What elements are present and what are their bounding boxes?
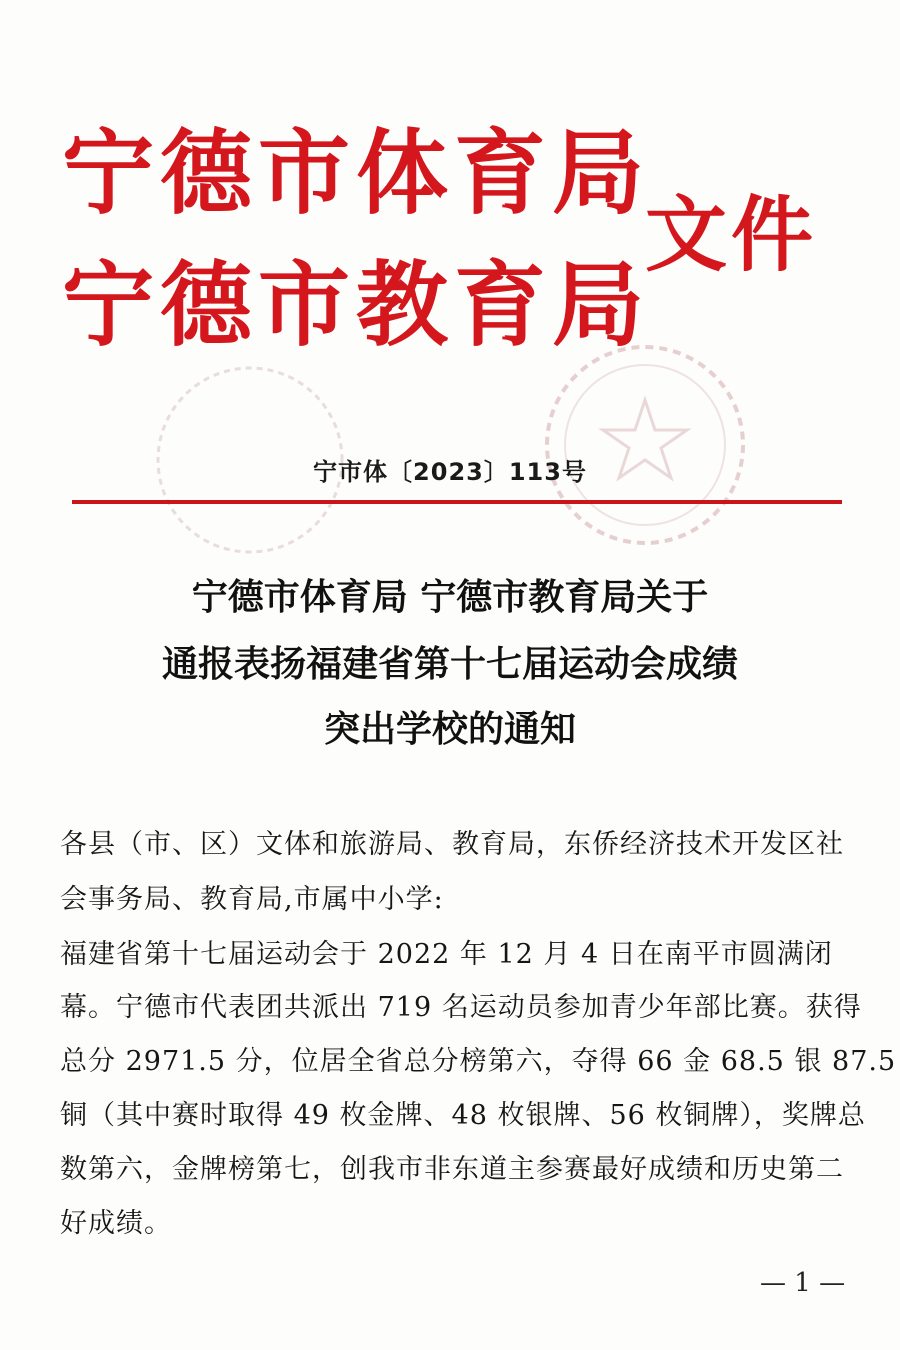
body-line: 铜（其中赛时取得 49 枚金牌、48 枚银牌、56 枚铜牌），奖牌总	[60, 1100, 866, 1131]
body-line: 好成绩。	[60, 1208, 172, 1239]
body-line: 会事务局、教育局,市属中小学:	[60, 884, 444, 915]
body-line: 总分 2971.5 分，位居全省总分榜第六，夺得 66 金 68.5 银 87.5	[60, 1046, 897, 1077]
issuer-name-education-bureau: 宁德市教育局	[62, 251, 651, 359]
body-line: 各县（市、区）文体和旅游局、教育局，东侨经济技术开发区社	[60, 829, 844, 860]
page-number: — 1 —	[760, 1268, 846, 1298]
issuer-name-sports-bureau: 宁德市体育局	[62, 119, 651, 227]
notice-title-line-3: 突出学校的通知	[323, 708, 576, 750]
notice-title-line-2: 通报表扬福建省第十七届运动会成绩	[161, 643, 738, 685]
faint-seal-right	[540, 340, 750, 550]
document-type-label: 文件	[645, 187, 818, 283]
document-number: 宁市体〔2023〕113号	[313, 458, 587, 486]
body-line: 福建省第十七届运动会于 2022 年 12 月 4 日在南平市圆满闭	[60, 939, 833, 970]
body-line: 数第六，金牌榜第七，创我市非东道主参赛最好成绩和历史第二	[60, 1154, 844, 1185]
red-divider-line	[72, 500, 842, 504]
notice-title-line-1: 宁德市体育局 宁德市教育局关于	[191, 576, 709, 618]
body-line: 幕。宁德市代表团共派出 719 名运动员参加青少年部比赛。获得	[60, 992, 862, 1023]
